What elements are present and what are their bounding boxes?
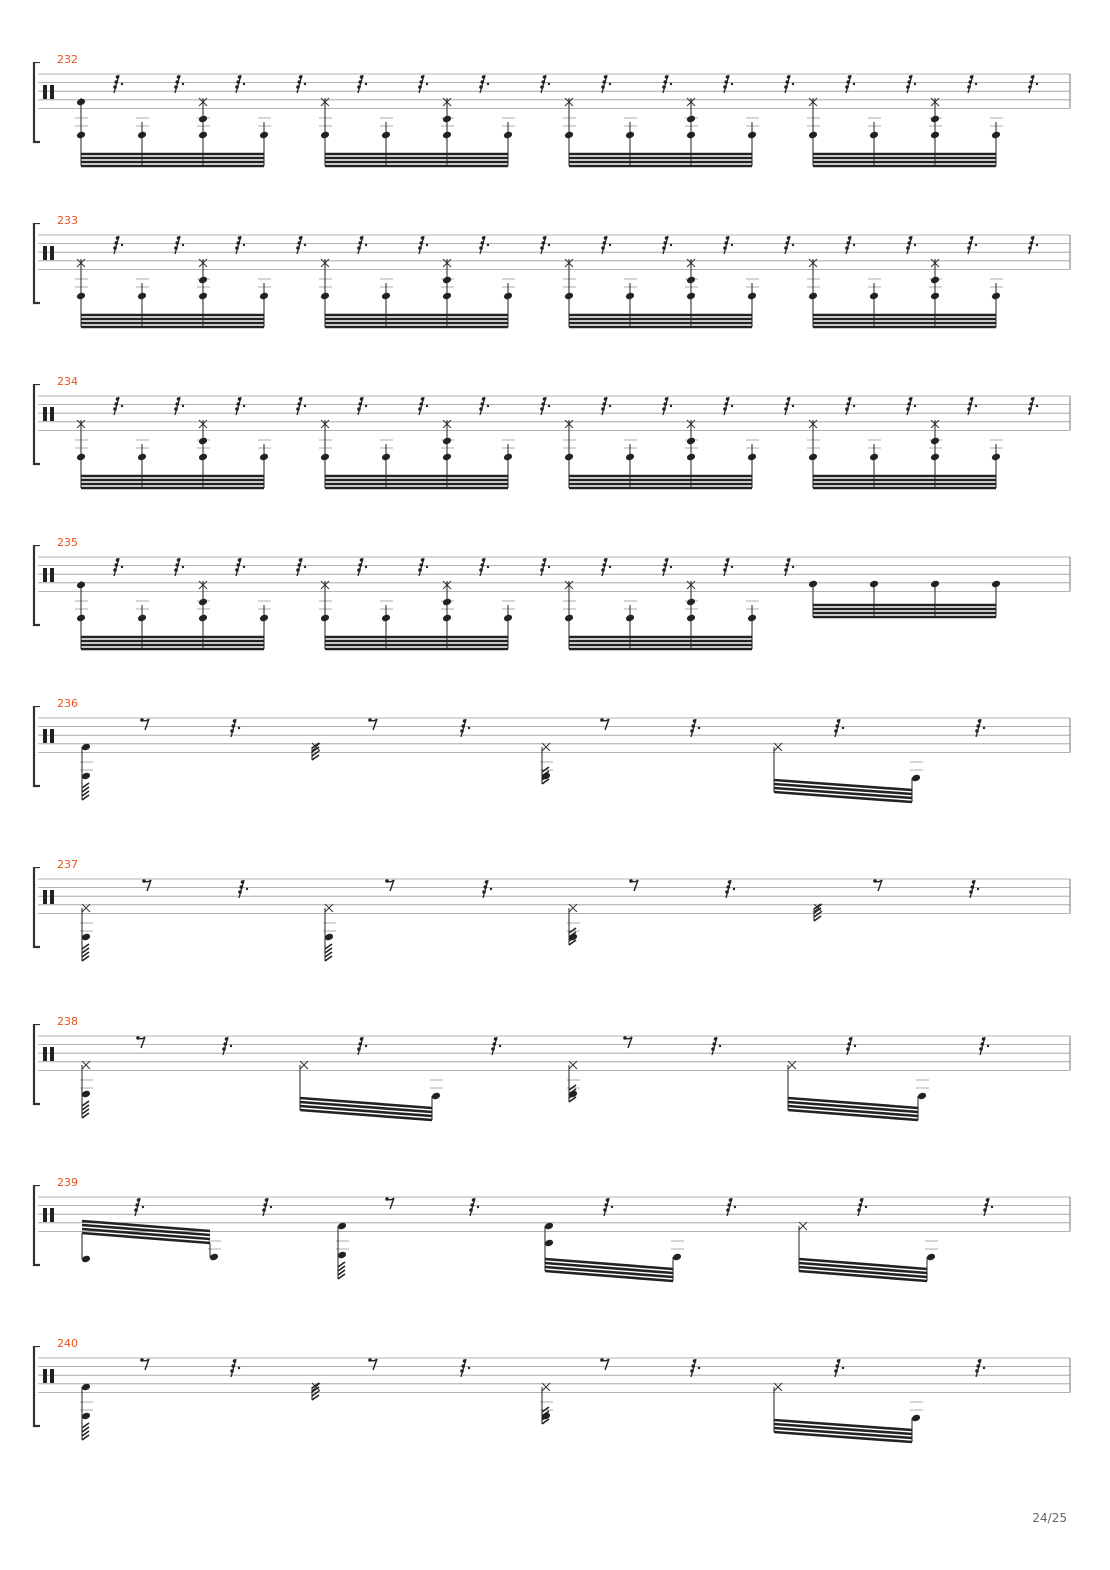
thirty-second-rest <box>601 397 611 415</box>
thirty-second-rest <box>975 1359 985 1377</box>
thirty-second-rest <box>784 558 794 576</box>
thirty-second-rest <box>601 236 611 254</box>
eighth-rest <box>368 1358 377 1370</box>
staff-system <box>0 536 1110 706</box>
thirty-second-rest <box>662 236 672 254</box>
thirty-second-rest <box>662 558 672 576</box>
thirty-second-rest <box>235 75 245 93</box>
eighth-rest <box>629 879 638 891</box>
thirty-second-rest <box>174 397 184 415</box>
thirty-second-rest <box>113 236 123 254</box>
eighth-rest <box>385 1197 394 1209</box>
percussion-clef <box>43 729 47 743</box>
staff-svg <box>0 1024 1110 1144</box>
beam-group <box>788 1065 918 1120</box>
staff-svg <box>0 706 1110 826</box>
thirty-second-rest <box>723 397 733 415</box>
thirty-second-rest <box>845 75 855 93</box>
staff-system <box>0 1015 1110 1185</box>
staff-lines <box>38 396 1070 430</box>
staff-system <box>0 697 1110 867</box>
beam-group <box>799 1226 927 1281</box>
staff-lines <box>38 1197 1070 1231</box>
thirty-second-rest <box>357 558 367 576</box>
staff-svg <box>0 867 1110 987</box>
thirty-second-rest <box>460 719 470 737</box>
percussion-clef <box>43 890 47 904</box>
percussion-clef <box>43 1208 47 1222</box>
thirty-second-rest <box>235 397 245 415</box>
staff-svg <box>0 1346 1110 1466</box>
cymbal-note-cross <box>82 904 90 912</box>
staff-system <box>0 53 1110 223</box>
beam-group <box>300 1065 432 1120</box>
thirty-second-rest <box>711 1037 721 1055</box>
measure-number: 238 <box>57 1015 78 1028</box>
thirty-second-rest <box>662 75 672 93</box>
thirty-second-rest <box>230 1359 240 1377</box>
thirty-second-rest <box>906 75 916 93</box>
thirty-second-rest <box>357 75 367 93</box>
measure-number: 233 <box>57 214 78 227</box>
thirty-second-rest <box>725 880 735 898</box>
percussion-clef <box>50 246 54 260</box>
thirty-second-rest <box>784 236 794 254</box>
thirty-second-rest <box>662 397 672 415</box>
thirty-second-rest <box>296 397 306 415</box>
staff-lines <box>38 879 1070 913</box>
thirty-second-rest <box>967 236 977 254</box>
beam-group <box>774 747 912 802</box>
thirty-second-rest <box>235 558 245 576</box>
thirty-second-rest <box>967 397 977 415</box>
beam-group <box>774 1387 912 1442</box>
staff-lines <box>38 718 1070 752</box>
eighth-rest <box>600 1358 609 1370</box>
percussion-clef <box>50 1047 54 1061</box>
thirty-second-rest <box>479 397 489 415</box>
thirty-second-rest <box>723 75 733 93</box>
thirty-second-rest <box>113 558 123 576</box>
eighth-rest <box>140 718 149 730</box>
thirty-second-rest <box>1028 236 1038 254</box>
thirty-second-rest <box>134 1198 144 1216</box>
thirty-second-rest <box>723 558 733 576</box>
thirty-second-rest <box>784 397 794 415</box>
thirty-second-rest <box>174 558 184 576</box>
measure-number: 237 <box>57 858 78 871</box>
thirty-second-rest <box>540 558 550 576</box>
thirty-second-rest <box>174 236 184 254</box>
cymbal-note-cross <box>325 904 333 912</box>
percussion-clef <box>50 1369 54 1383</box>
measure-number: 232 <box>57 53 78 66</box>
measure-number: 235 <box>57 536 78 549</box>
thirty-second-rest <box>418 236 428 254</box>
eighth-rest <box>600 718 609 730</box>
staff-lines <box>38 74 1070 108</box>
measure-number: 236 <box>57 697 78 710</box>
staff-svg <box>0 62 1110 182</box>
thirty-second-rest <box>967 75 977 93</box>
thirty-second-rest <box>601 558 611 576</box>
thirty-second-rest <box>846 1037 856 1055</box>
thirty-second-rest <box>357 397 367 415</box>
thirty-second-rest <box>906 397 916 415</box>
thirty-second-rest <box>603 1198 613 1216</box>
beam-group <box>813 584 996 617</box>
thirty-second-rest <box>983 1198 993 1216</box>
eighth-rest <box>873 879 882 891</box>
thirty-second-rest <box>975 719 985 737</box>
thirty-second-rest <box>1028 75 1038 93</box>
thirty-second-rest <box>784 75 794 93</box>
staff-lines <box>38 557 1070 591</box>
cymbal-note-cross <box>774 743 782 751</box>
thirty-second-rest <box>491 1037 501 1055</box>
thirty-second-rest <box>540 236 550 254</box>
page-number: 24/25 <box>1032 1511 1067 1525</box>
eighth-rest <box>140 1358 149 1370</box>
eighth-rest <box>368 718 377 730</box>
thirty-second-rest <box>222 1037 232 1055</box>
eighth-rest <box>623 1036 632 1048</box>
percussion-clef <box>43 246 47 260</box>
staff-system <box>0 375 1110 545</box>
percussion-clef <box>50 85 54 99</box>
thirty-second-rest <box>230 719 240 737</box>
percussion-clef <box>50 729 54 743</box>
thirty-second-rest <box>834 1359 844 1377</box>
percussion-clef <box>50 407 54 421</box>
percussion-clef <box>50 1208 54 1222</box>
thirty-second-rest <box>418 397 428 415</box>
thirty-second-rest <box>979 1037 989 1055</box>
thirty-second-rest <box>174 75 184 93</box>
staff-system <box>0 1337 1110 1507</box>
thirty-second-rest <box>418 75 428 93</box>
percussion-clef <box>43 1369 47 1383</box>
thirty-second-rest <box>845 397 855 415</box>
percussion-clef <box>43 1047 47 1061</box>
thirty-second-rest <box>262 1198 272 1216</box>
thirty-second-rest <box>296 236 306 254</box>
staff-svg <box>0 384 1110 504</box>
staff-system <box>0 214 1110 384</box>
thirty-second-rest <box>238 880 248 898</box>
thirty-second-rest <box>479 558 489 576</box>
measure-number: 240 <box>57 1337 78 1350</box>
thirty-second-rest <box>479 236 489 254</box>
measure-number: 234 <box>57 375 78 388</box>
staff-system <box>0 858 1110 1028</box>
thirty-second-rest <box>296 558 306 576</box>
thirty-second-rest <box>235 236 245 254</box>
eighth-rest <box>142 879 151 891</box>
percussion-clef <box>43 85 47 99</box>
thirty-second-rest <box>357 1037 367 1055</box>
thirty-second-rest <box>601 75 611 93</box>
thirty-second-rest <box>540 75 550 93</box>
cymbal-note-cross <box>569 904 577 912</box>
staff-system <box>0 1176 1110 1346</box>
percussion-clef <box>50 568 54 582</box>
eighth-rest <box>136 1036 145 1048</box>
staff-svg <box>0 1185 1110 1305</box>
thirty-second-rest <box>479 75 489 93</box>
thirty-second-rest <box>690 719 700 737</box>
thirty-second-rest <box>469 1198 479 1216</box>
thirty-second-rest <box>357 236 367 254</box>
thirty-second-rest <box>857 1198 867 1216</box>
thirty-second-rest <box>969 880 979 898</box>
percussion-clef <box>43 407 47 421</box>
thirty-second-rest <box>296 75 306 93</box>
percussion-clef <box>43 568 47 582</box>
measure-number: 239 <box>57 1176 78 1189</box>
eighth-rest <box>385 879 394 891</box>
thirty-second-rest <box>726 1198 736 1216</box>
thirty-second-rest <box>834 719 844 737</box>
thirty-second-rest <box>723 236 733 254</box>
thirty-second-rest <box>418 558 428 576</box>
cymbal-note-cross <box>542 743 550 751</box>
beam-group <box>545 1226 673 1281</box>
thirty-second-rest <box>906 236 916 254</box>
thirty-second-rest <box>1028 397 1038 415</box>
staff-svg <box>0 223 1110 343</box>
percussion-clef <box>50 890 54 904</box>
staff-lines <box>38 1036 1070 1070</box>
thirty-second-rest <box>460 1359 470 1377</box>
beam-group <box>82 1221 210 1259</box>
thirty-second-rest <box>845 236 855 254</box>
thirty-second-rest <box>690 1359 700 1377</box>
staff-svg <box>0 545 1110 665</box>
thirty-second-rest <box>113 75 123 93</box>
thirty-second-rest <box>113 397 123 415</box>
thirty-second-rest <box>482 880 492 898</box>
thirty-second-rest <box>540 397 550 415</box>
staff-lines <box>38 235 1070 269</box>
staff-lines <box>38 1358 1070 1392</box>
